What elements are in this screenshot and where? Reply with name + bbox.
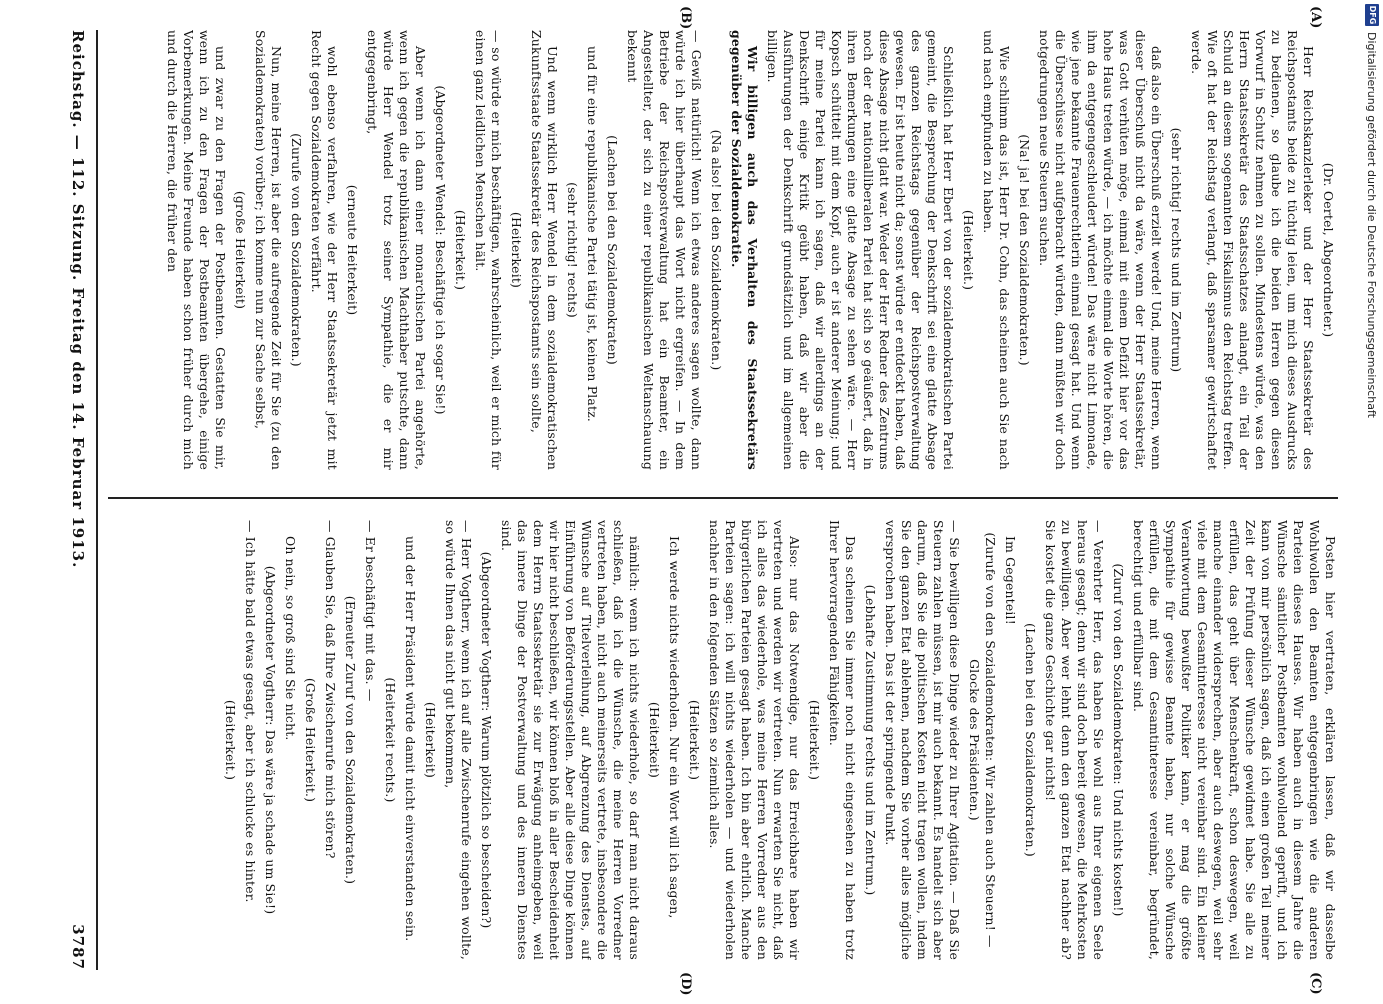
paragraph: Posten hier vertraten, erklären lassen, daß wir dasselbe Wohlwollen den Beamten entgegenbringen wie die anderen Parteien dieses Hauses. Wir haben auch in diesem Jahre die Wünsche sämtlicher Postbeamten wohlwollend geprüft, und ich kann von mir persönlich sagen, daß ich einen großen Teil meiner Zeit der Prüfung dieser Wünsche gewidmet habe. Sie alle zu erfüllen, das geht über Menschenkraft, schon deswegen, weil manche einander widersprechen, aber auch deswegen, weil sehr viele mit dem Gesamtinteresse nicht vereinbar sind. Ein kleiner Verantwortung bewußter Politiker kann, er mag die größte Sympathie für gewisse Beamte haben, nur solche Wünsche erfüllen, die mit dem Gesamtinteresse vereinbar, begründet, berechtigt und erfüllbar sind. bbox=[1131, 520, 1338, 960]
digitization-credit bbox=[1361, 0, 1383, 1004]
header-rule bbox=[96, 30, 98, 970]
interjection: (Lebhafte Zustimmung rechts und im Zentrum.) bbox=[863, 584, 878, 896]
paragraph: Und wenn wirklich Herr Wendel in dem sozialdemokratischen Zukunftsstaate Staatssekretär des Reichspostamts sein sollte, bbox=[529, 30, 560, 470]
margin-mark-c: (C) bbox=[1308, 972, 1323, 995]
interjection: (Heiterkeit.) bbox=[453, 209, 468, 291]
interjection: (sehr richtig! rechts und im Zentrum) bbox=[1169, 127, 1184, 373]
paragraph: — Gewiß natürlich! Wenn ich etwas anderes sagen wollte, dann würde ich hier überhaupt das Wort nicht ergreifen. — In dem Betriebe der Reichspostverwaltung hat ein Beamter, ein Angestellter, der sich zu einer republikanischen Weltanschauung bekennt bbox=[625, 30, 704, 470]
paragraph: daß also ein Überschuß erzielt werde! Und, meine Herren, wenn dieser Überschuß nicht da wäre, wenn der Herr Staatssekretär, was Gott verhüten möge, einmal mit einem Defizit hier vor das hohe Haus treten würde, — ich möchte einmal die Worte hören, die ihm da entgegengeschleudert würden! Das wäre nicht Limonade, wie jene bekannte Frauenrechtlerin einmal gesagt hat. Und wenn die Überschüsse nicht aufgebracht würden, dann müßten wir doch notgedrungen neue Steuern suchen. bbox=[1037, 30, 1164, 470]
margin-mark-d: (D) bbox=[678, 972, 693, 996]
interjection: (Zurufe von den Sozialdemokraten.) bbox=[289, 133, 304, 367]
interjection: (Abgeordneter Wendel: Beschäftige ich sogar Sie!) bbox=[433, 85, 448, 415]
interjection: (Heiterkeit.) bbox=[687, 699, 702, 781]
column-divider bbox=[108, 497, 1338, 499]
margin-mark-b: (B) bbox=[678, 6, 693, 30]
interjection: (Lachen bei den Sozialdemokraten) bbox=[605, 135, 620, 365]
margin-mark-a: (A) bbox=[1308, 6, 1323, 29]
interjection: (Abgeordneter Vogtherr: Das wäre ja schade um Sie!) bbox=[263, 565, 278, 915]
interjection: (Na also! bei den Sozialdemokraten.) bbox=[709, 129, 724, 371]
interjection: (Abgeordneter Vogtherr: Warum plötzlich so bescheiden?) bbox=[479, 551, 494, 929]
interjection: (Heiterkeit.) bbox=[807, 699, 822, 781]
paragraph: Ich werde nichts wiederholen. Nur ein Wort will ich sagen, bbox=[667, 536, 682, 919]
paragraph: Aber wenn ich dann einer monarchischen Partei angehörte, wenn ich gegen die republikanischen Machthaber putschte, dann würde Herr Wendel trotz seiner Sympathie, die er mir entgegenbringt, bbox=[365, 30, 428, 470]
paragraph: — Ich hätte bald etwas gesagt, aber ich schlucke es hinter. bbox=[243, 520, 258, 903]
left-column bbox=[108, 30, 1338, 470]
interjection: (Zurufe von den Sozialdemokraten: Wir zahlen auch Steuern! — Glocke des Präsidenten.) bbox=[967, 532, 998, 948]
digitization-credit-text: Digitalisierung gefördert durch die Deutsche Forschungsgemeinschaft bbox=[1365, 32, 1379, 418]
page-number: 3787 bbox=[69, 924, 87, 970]
right-column bbox=[108, 520, 1338, 960]
paragraph: Nun, meine Herren, ist aber die aufregende Zeit für Sie (zu den Sozialdemokraten) vorüber; ich komme nun zur Sache selbst, bbox=[253, 30, 284, 470]
paragraph: — Glauben Sie, daß Ihre Zwischenrufe mich stören? bbox=[323, 520, 338, 859]
paragraph: nämlich: wenn ich nichts wiederhole, so darf man nicht daraus schließen, daß ich die Wünsche, die meine Herren Vorredner vertreten haben, nicht auch meinerseits vertrete, insbesondere die Wünsche auf Titelverleihung, auf Abgrenzung des Dienstes, auf Einführung von Beförderungsstellen. Aber alle diese Dinge können wir hier nicht beschließen, wir können bloß in aller Bescheidenheit dem Herrn Staatssekretär sie zur Erwägung anheimgeben, weil das innere Dinge der Postverwaltung und des inneren Dienstes sind. bbox=[499, 520, 642, 960]
paragraph: — Sie bewilligen diese Dinge wieder zu Ihrer Agitation. — Daß Sie Steuern zahlen müssen, ist mir auch bekannt. Es handelt sich aber darum, daß Sie die politischen Kosten nicht tragen wollen, indem Sie den ganzen Etat ablehnen, nachdem Sie vorher alles mögliche versprochen haben. Das ist der springende Punkt. bbox=[883, 520, 962, 960]
interjection: (Heiterkeit) bbox=[647, 701, 662, 779]
dfg-logo: DFG bbox=[1365, 4, 1379, 26]
paragraph: — Er beschäftigt mit das. — bbox=[363, 520, 378, 702]
interjection: (große Heiterkeit) bbox=[233, 190, 248, 310]
interjection: (Heiterkeit rechts.) bbox=[383, 677, 398, 803]
paragraph: — Herr Vogtherr, wenn ich auf alle Zwischenrufe eingehen wollte, so würde Ihnen das nicht gut bekommen, bbox=[443, 520, 474, 960]
paragraph: Das scheinen Sie immer noch nicht eingesehen zu haben trotz Ihrer hervorragenden Fähigkeiten. bbox=[827, 520, 858, 960]
interjection: (Große Heiterkeit.) bbox=[303, 677, 318, 803]
paragraph: — so würde er mich beschäftigen, wahrscheinlich, weil er mich für einen ganz leidlichen Menschen hält. bbox=[473, 30, 504, 470]
paragraph: Oh nein, so groß sind Sie nicht. bbox=[283, 536, 298, 741]
paragraph: Schließlich hat Herr Ebert von der sozialdemokratischen Partei gemeint, die Besprechung der Denkschrift sei eine glatte Absage des ganzen Reichstags gegenüber der Reichspostverwaltung gewesen. Er ist heute nicht da; sonst würde er entdeckt haben, daß diese Absage nicht glatt war. Weder der Herr Redner des Zentrums noch der der nationalliberalen Partei hat sich so geäußert, daß in ihren Bemerkungen eine glatte Absage zu sehen wäre. — Herr Kopsch schüttelt mit dem Kopf, auch er ist anderer Meinung; und für meine Partei kann ich sagen, daß wir allerdings an der Denkschrift einige Kritik geübt haben, daß wir aber die Ausführungen der Denkschrift grundsätzlich und im allgemeinen billigen. bbox=[765, 30, 956, 470]
interjection: (Erneuter Zuruf von den Sozialdemokraten.) bbox=[343, 595, 358, 885]
interjection: (Na! ja! bei den Sozialdemokraten.) bbox=[1017, 134, 1032, 366]
paragraph: und zwar zu den Fragen der Postbeamten. Gestatten Sie mir, wenn ich zu den Fragen der Postbeamten übergehe, einige Vorbemerkungen. Meine Freunde haben schon früher durch mich und durch die Herren, die früher den bbox=[165, 30, 228, 470]
interjection: (Heiterkeit.) bbox=[223, 699, 238, 781]
paragraph: Im Gegenteil! bbox=[1003, 536, 1018, 625]
interjection: (erneute Heiterkeit) bbox=[345, 184, 360, 316]
paragraph: Also: nur das Notwendige, nur das Erreichbare haben wir vertreten und werden wir vertreten. Nun erwarten Sie nicht, daß ich alles das wiederhole, was meine Herren Vorredner aus den bürgerlichen Parteien gesagt haben. Ich bin aber ehrlich. Manche Parteien sagen: ich will nichts wiederholen — und wiederholen nachher in den folgenden Sätzen so ziemlich alles. bbox=[707, 520, 802, 960]
interjection: (Heiterkeit) bbox=[509, 211, 524, 289]
paragraph: — Verehrter Herr, das haben Sie wohl aus Ihrer eigenen Seele heraus gesagt; denn wir sind doch bereit gewesen, die Mehrkosten zu bewilligen. Aber wer lehnt denn den ganzen Etat nachher ab? Sie kostet die ganze Geschichte gar nichts! bbox=[1043, 520, 1106, 960]
paragraph: Herr Reichskanzlerleker und der Herr Staatssekretär des Reichspostamts beide zu tüchtig leien, um mich dieses Ausdrucks zu bedienen, so glaube ich die beiden Herren gegen diesen Vorwurf in Schutz nehmen zu sollen. Mindestens würde, was den Herrn Staatssekretär des Staatsschatzes anlangt, ein Teil der Schuld an diesem sogenannten Fiskalismus den Reichstag treffen. Wie oft hat der Reichstag verlangt, daß sparsamer gewirtschaftet werde. bbox=[1189, 30, 1316, 470]
interjection: (Heiterkeit) bbox=[423, 701, 438, 779]
interjection: (Heiterkeit.) bbox=[961, 209, 976, 291]
page-header bbox=[69, 30, 93, 970]
paragraph: Wir billigen auch das Verhalten des Staatssekretärs gegenüber der Sozialdemokratie. bbox=[729, 30, 760, 470]
page-header-title: Reichstag. — 112. Sitzung. Freitag den 14. Februar 1913. bbox=[69, 30, 87, 569]
speaker-note: (Dr. Oertel, Abgeordneter.) bbox=[1321, 162, 1336, 338]
paragraph: Wie schlimm das ist, Herr Dr. Cohn, das scheinen auch Sie nach und nach empfunden zu haben. bbox=[981, 30, 1012, 470]
interjection: (Lachen bei den Sozialdemokraten.) bbox=[1023, 623, 1038, 857]
paragraph: wohl ebenso verfahren, wie der Herr Staatssekretär jetzt mit Recht gegen Sozialdemokraten verfährt. bbox=[309, 30, 340, 470]
paragraph: und für eine republikanische Partei tätig ist, keinen Platz. bbox=[585, 46, 600, 423]
interjection: (Zuruf von den Sozialdemokraten: Und nichts kosten!) bbox=[1111, 563, 1126, 917]
interjection: (sehr richtig! rechts) bbox=[565, 182, 580, 318]
paragraph: und der Herr Präsident würde damit nicht einverstanden sein. bbox=[403, 536, 418, 942]
